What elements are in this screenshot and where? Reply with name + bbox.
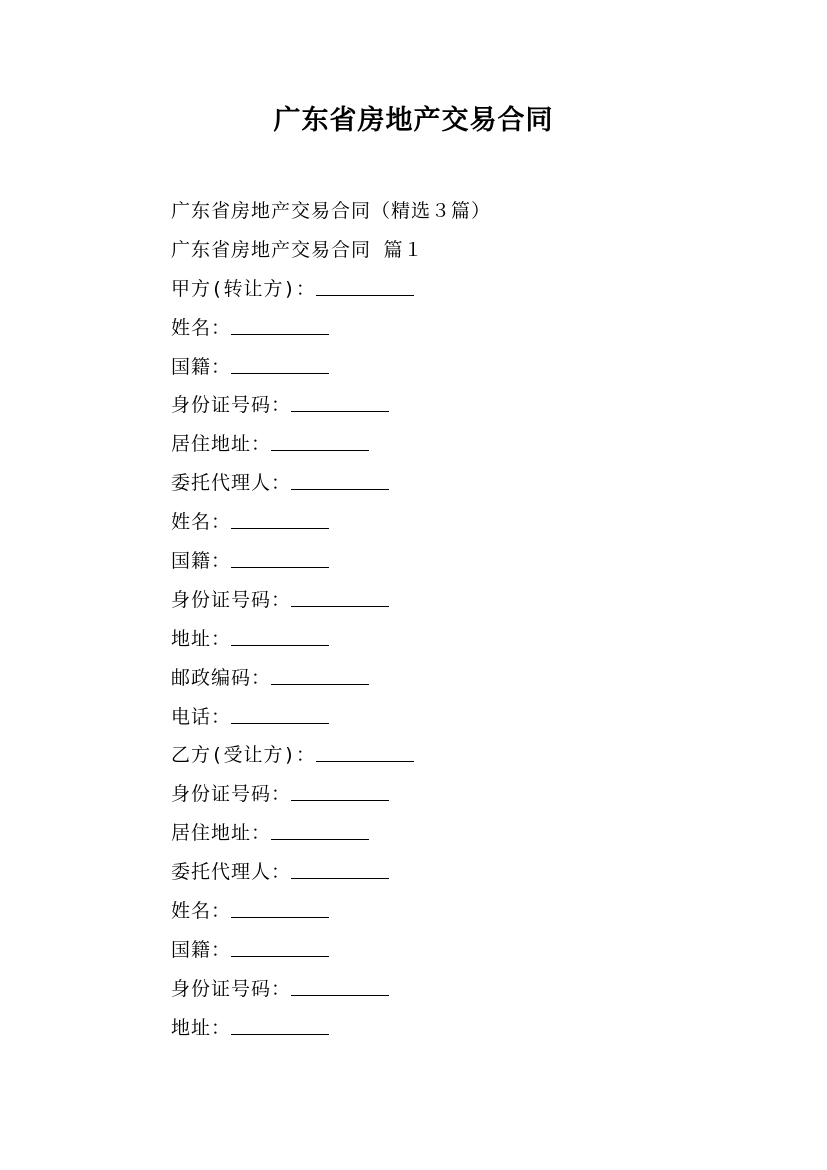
party-b-agent-address-blank: [231, 1014, 329, 1035]
party-a-agent-label: 委托代理人：: [171, 472, 292, 495]
party-b-line: [171, 736, 771, 775]
party-a-id-label: 身份证号码：: [171, 394, 292, 417]
party-b-agent-nationality-line: [171, 931, 771, 970]
party-a-residence-label: 居住地址：: [171, 433, 272, 456]
party-b-agent-name-line: [171, 892, 771, 931]
party-b-id-label: 身份证号码：: [171, 783, 292, 806]
party-b-agent-address-line: [171, 1009, 771, 1048]
party-b-agent-address-label: 地址：: [171, 1016, 232, 1039]
party-a-residence-blank: [271, 430, 369, 451]
party-b-blank: [316, 741, 414, 762]
party-b-agent-id-blank: [291, 975, 389, 996]
party-a-postcode-line: [171, 659, 771, 698]
section-heading-line: [171, 231, 771, 270]
party-b-residence-line: [171, 814, 771, 853]
party-b-agent-name-label: 姓名：: [171, 900, 232, 923]
party-b-agent-blank: [291, 858, 389, 879]
party-a-phone-line: [171, 698, 771, 737]
party-a-agent-blank: [291, 469, 389, 490]
party-a-postcode-blank: [271, 664, 369, 685]
party-a-agent-id-label: 身份证号码：: [171, 588, 292, 611]
party-a-nationality-label: 国籍：: [171, 355, 232, 378]
party-a-agent-address-blank: [231, 625, 329, 646]
party-b-agent-id-line: [171, 970, 771, 1009]
party-a-agent-address-label: 地址：: [171, 627, 232, 650]
party-a-name-blank: [231, 314, 329, 335]
party-a-name-label: 姓名：: [171, 316, 232, 339]
party-a-agent-name-line: [171, 503, 771, 542]
party-a-agent-line: [171, 464, 771, 503]
party-a-agent-nationality-label: 国籍：: [171, 550, 232, 573]
party-a-nationality-line: [171, 348, 771, 387]
party-a-line: [171, 270, 771, 309]
party-a-id-blank: [291, 391, 389, 412]
party-a-agent-id-line: [171, 581, 771, 620]
subtitle-line: [171, 192, 771, 231]
party-b-residence-blank: [271, 819, 369, 840]
party-b-agent-nationality-label: 国籍：: [171, 938, 232, 961]
party-a-id-line: [171, 386, 771, 425]
party-a-agent-name-label: 姓名：: [171, 511, 232, 534]
party-a-blank: [316, 275, 414, 296]
party-a-phone-blank: [231, 703, 329, 724]
party-a-agent-id-blank: [291, 586, 389, 607]
party-b-residence-label: 居住地址：: [171, 822, 272, 845]
party-b-agent-id-label: 身份证号码：: [171, 977, 292, 1000]
document-title: 广东省房地产交易合同: [273, 105, 554, 136]
party-a-residence-line: [171, 425, 771, 464]
party-a-phone-label: 电话：: [171, 705, 232, 728]
party-a-agent-nationality-line: [171, 542, 771, 581]
party-a-name-line: [171, 309, 771, 348]
party-a-postcode-label: 邮政编码：: [171, 666, 272, 689]
party-b-id-line: [171, 775, 771, 814]
party-a-nationality-blank: [231, 353, 329, 374]
party-b-label: 乙方(受让方)：: [171, 744, 316, 767]
party-b-agent-label: 委托代理人：: [171, 861, 292, 884]
document-body: [171, 192, 771, 1048]
party-a-agent-name-blank: [231, 508, 329, 529]
party-b-agent-nationality-blank: [231, 936, 329, 957]
section-heading-text: 广东省房地产交易合同 篇１: [171, 238, 424, 261]
party-a-label: 甲方(转让方)：: [171, 277, 316, 300]
party-b-agent-name-blank: [231, 897, 329, 918]
party-b-id-blank: [291, 780, 389, 801]
party-b-agent-line: [171, 853, 771, 892]
party-a-agent-address-line: [171, 620, 771, 659]
party-a-agent-nationality-blank: [231, 547, 329, 568]
subtitle-text: 广东省房地产交易合同（精选３篇）: [171, 200, 492, 222]
